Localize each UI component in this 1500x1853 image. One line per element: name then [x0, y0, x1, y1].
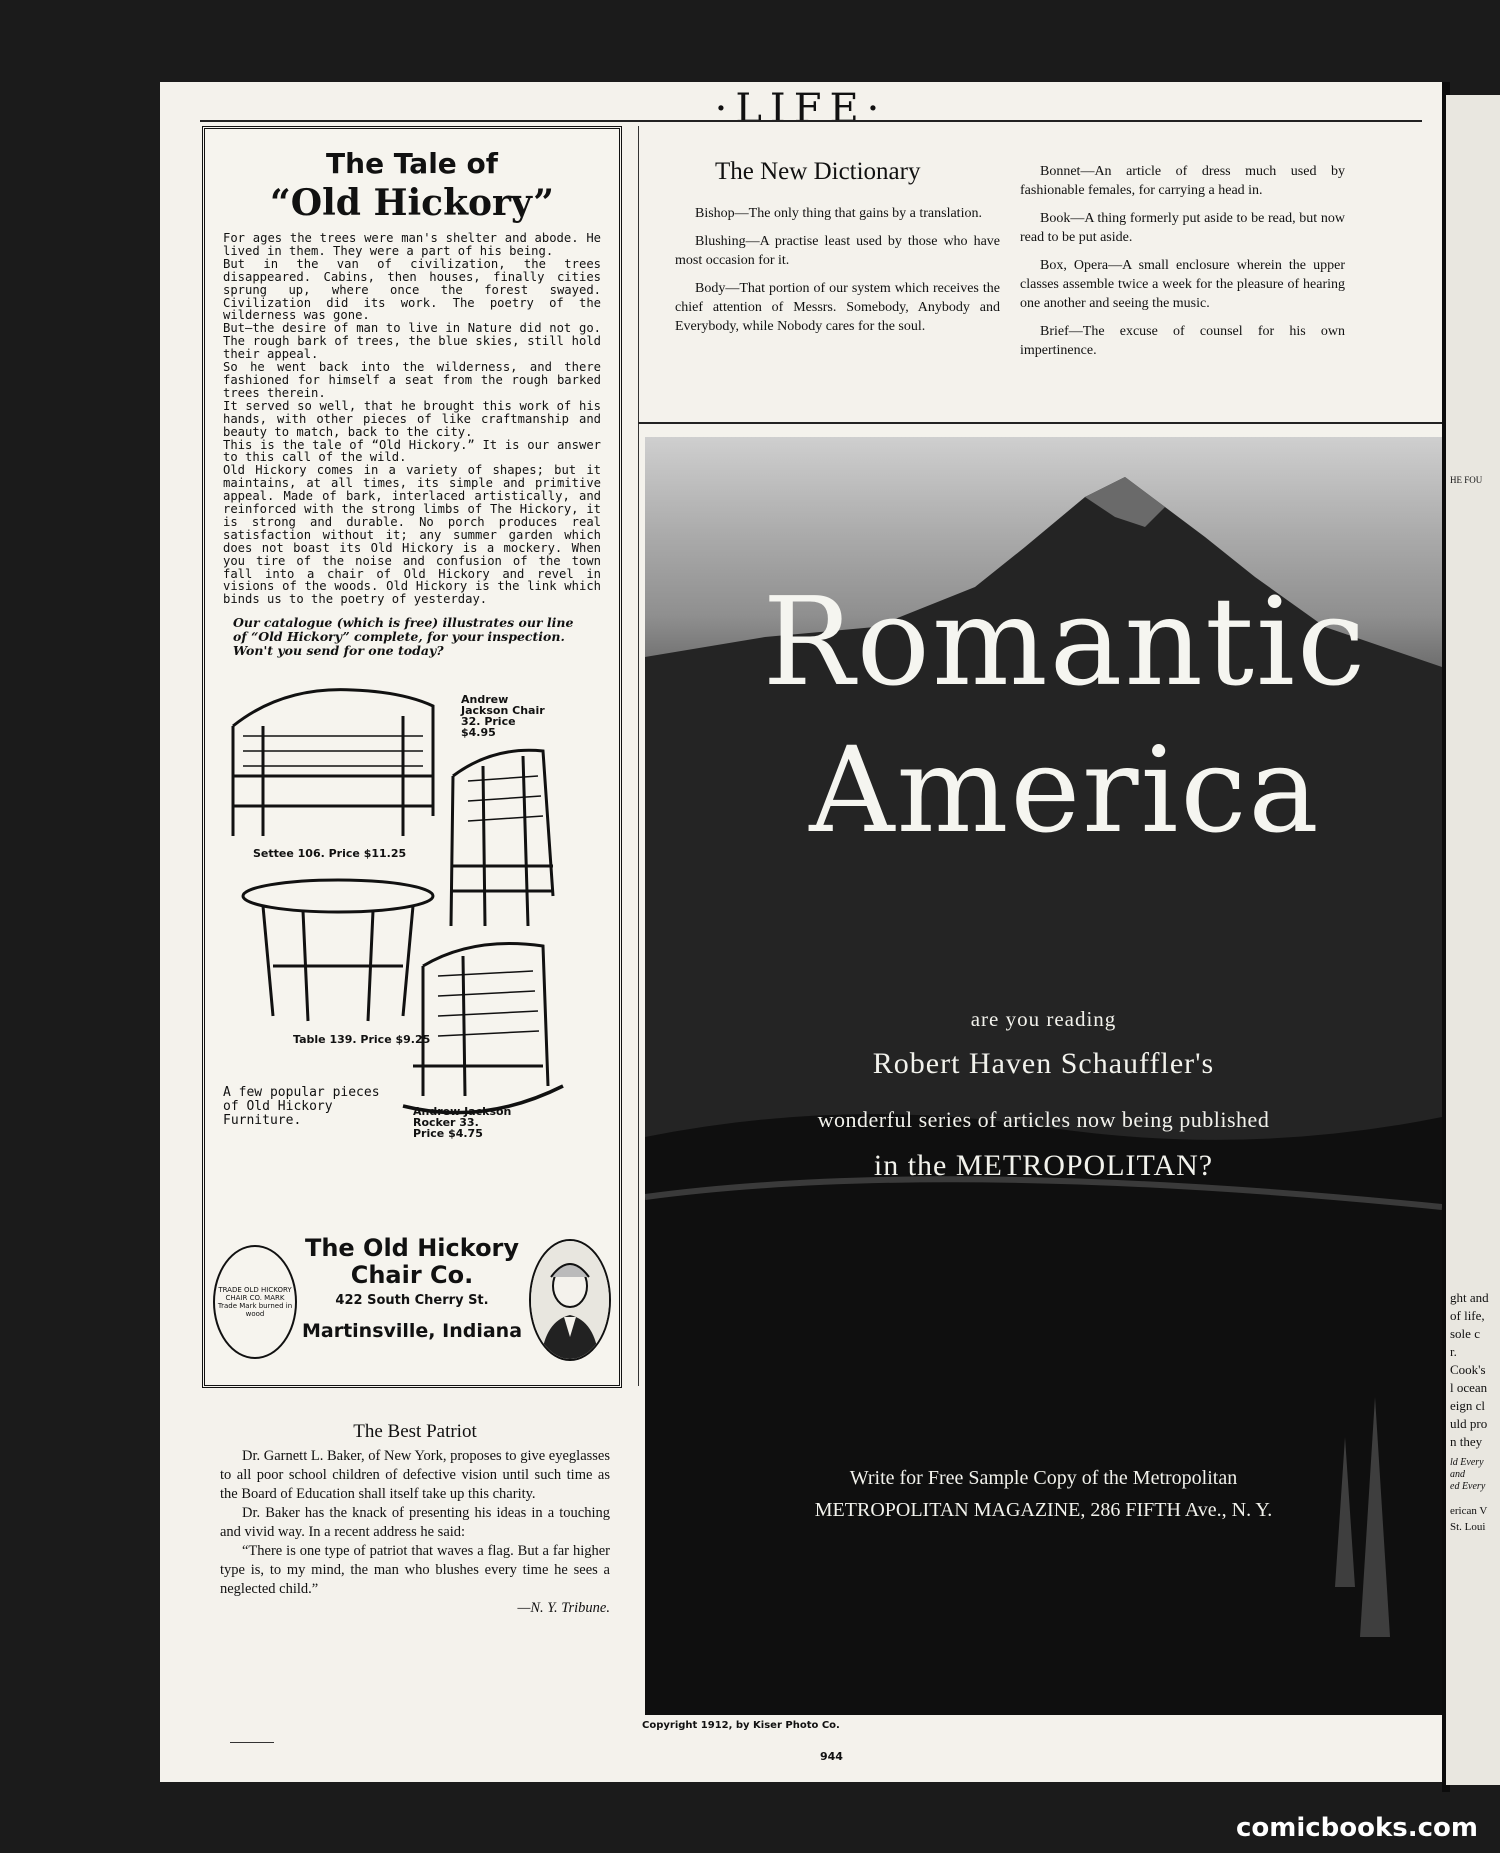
- fragment-text: l ocean: [1450, 1380, 1488, 1395]
- fragment-text: ght and: [1450, 1290, 1489, 1305]
- ad-paragraph: For ages the trees were man's shelter and abode. He lived in them. They were a part of his being.: [223, 231, 601, 258]
- ad-popular-pieces: A few popular pieces of Old Hickory Furniture.: [223, 1085, 380, 1129]
- company-name: The Old Hickory Chair Co.: [304, 1234, 520, 1289]
- dictionary-entry: Bonnet—An article of dress much used by fashionable females, for carrying a head in.: [1020, 164, 1345, 198]
- dictionary-entry: Blushing—A practise least used by those who have most occasion for it.: [675, 234, 1000, 268]
- ad-paragraph: But in the van of civilization, the trees disappeared. Cabins, then houses, finally cities sprung up, where once the forest swayed. Civilization did its work. The poetry of the wilderness was gone.: [223, 256, 601, 323]
- dictionary-entry: Box, Opera—A small enclosure wherein the upper classes assemble twice a week for the pleasure of hearing one another and seeing the music.: [1020, 258, 1345, 311]
- dictionary-rule: [638, 422, 1442, 424]
- article-paragraph: Dr. Garnett L. Baker, of New York, proposes to give eyeglasses to all poor school children of defective vision until such time as the Board of Education shall itself take up this charity.: [220, 1448, 610, 1502]
- dictionary-entry: Book—A thing formerly put aside to be read, but now read to be put aside.: [1020, 211, 1345, 245]
- dictionary-entry: Bishop—The only thing that gains by a translation.: [695, 206, 982, 221]
- trademark-seal: TRADE OLD HICKORY CHAIR CO. MARK Trade Mark burned in wood: [213, 1245, 297, 1359]
- watermark: comicbooks.com: [1235, 1813, 1478, 1843]
- ad-line-sample: Write for Free Sample Copy of the Metropolitan: [849, 1467, 1238, 1489]
- dictionary-entry: Body—That portion of our system which receives the chief attention of Messrs. Somebody, Anybody and Everybody, while Nobody cares for the soul.: [675, 281, 1000, 334]
- company-city: Martinsville, Indiana: [301, 1320, 523, 1342]
- ad-line-reading: are you reading: [970, 1007, 1117, 1031]
- ad-paragraph: This is the tale of “Old Hickory.” It is our answer to this call of the wild.: [223, 437, 601, 465]
- fragment-text: r.: [1450, 1344, 1457, 1359]
- andrew-jackson-portrait: [529, 1239, 611, 1361]
- ad-catalog-note: Our catalogue (which is free) illustrates our line of “Old Hickory” complete, for your inspection. Won't you send for one today?: [233, 615, 574, 659]
- ad-paragraph: It served so well, that he brought this work of his hands, with other pieces of like craftmanship and beauty to match, back to the city.: [223, 398, 601, 439]
- ad-line-series: wonderful series of articles now being published: [817, 1107, 1270, 1132]
- fragment-text: erican V: [1450, 1505, 1488, 1517]
- adjacent-page-edge: [1446, 95, 1500, 1785]
- fragment-text: St. Loui: [1450, 1521, 1486, 1533]
- rocker-label: Andrew Jackson Rocker 33. Price $4.75: [413, 1105, 512, 1141]
- fragment-text: uld pro: [1450, 1416, 1488, 1431]
- ad-line-metropolitan: in the METROPOLITAN?: [873, 1149, 1214, 1182]
- footer-rule: [230, 1742, 274, 1743]
- fragment-text: eign cl: [1450, 1398, 1486, 1413]
- fragment-text: sole c: [1450, 1326, 1480, 1341]
- article-source: —N. Y. Tribune.: [517, 1600, 610, 1616]
- ad-title-line2: “Old Hickory”: [270, 182, 554, 224]
- article-paragraph: Dr. Baker has the knack of presenting his ideas in a touching and vivid way. In a recent address he said:: [220, 1505, 610, 1540]
- article-paragraph: “There is one type of patriot that waves a flag. But a far higher type is, to my mind, the man who blushes every time he sees a neglected child.”: [220, 1543, 610, 1597]
- old-hickory-ad: [202, 126, 622, 1388]
- magazine-page: [160, 82, 1442, 1782]
- fragment-text: ed Every: [1450, 1481, 1486, 1492]
- ad-paragraph: Old Hickory comes in a variety of shapes; but it maintains, at all times, its simple and primitive appeal. Made of bark, interlaced artistically, and reinforced with the strong limbs of The Hickory, it is strong and durable. No porch produces real satisfaction without it; any summer garden which does not boast its Old Hickory is a mockery. When you tire of the noise and confusion of the town fall into a chair of Old Hickory and revel in visions of the woods. Old Hickory is the link which binds us to the poetry of yesterday.: [223, 463, 601, 607]
- masthead-rule: [200, 120, 1422, 122]
- masthead: ·LIFE·: [714, 86, 888, 132]
- andrew-chair-label: Andrew Jackson Chair 32. Price $4.95: [461, 693, 545, 740]
- dictionary-title: The New Dictionary: [715, 158, 921, 185]
- table-label: Table 139. Price $9.25: [293, 1033, 431, 1047]
- settee-label: Settee 106. Price $11.25: [253, 847, 407, 861]
- photo-copyright: Copyright 1912, by Kiser Photo Co.: [642, 1720, 840, 1731]
- fragment-text: Cook's: [1450, 1362, 1486, 1377]
- ad-paragraph: But—the desire of man to live in Nature did not go. The rough bark of trees, the blue skies, still hold their appeal.: [223, 321, 601, 362]
- company-address: 422 South Cherry St.: [335, 1293, 489, 1308]
- dictionary-entry: Brief—The excuse of counsel for his own impertinence.: [1020, 324, 1345, 358]
- fragment-text: ld Every: [1450, 1457, 1484, 1468]
- page-number: 944: [820, 1750, 843, 1763]
- fragment-text: HE FOU: [1450, 475, 1483, 485]
- headline-america: America: [809, 721, 1321, 859]
- article-title: The Best Patriot: [353, 1421, 477, 1442]
- dictionary-column-right: [1020, 162, 1345, 369]
- fragment-text: of life,: [1450, 1308, 1485, 1323]
- headline-romantic: Romantic: [762, 571, 1368, 713]
- ad-body: [223, 232, 601, 606]
- fragment-text: and: [1450, 1469, 1465, 1480]
- ad-title-line1: The Tale of: [326, 147, 498, 180]
- furniture-illustration: [223, 666, 601, 1141]
- best-patriot-article: [220, 1422, 610, 1618]
- ad-line-author: Robert Haven Schauffler's: [872, 1047, 1215, 1080]
- dictionary-column-left: [675, 204, 1000, 345]
- fragment-text: n they: [1450, 1434, 1483, 1449]
- portrait-drawing: [531, 1241, 609, 1359]
- metropolitan-ad: [645, 437, 1442, 1715]
- company-block: [205, 1225, 619, 1375]
- ad-paragraph: So he went back into the wilderness, and there fashioned for himself a seat from the rough barked trees therein.: [223, 360, 601, 400]
- column-divider: [638, 126, 639, 1386]
- ad-line-address: METROPOLITAN MAGAZINE, 286 FIFTH Ave., N. Y.: [814, 1499, 1273, 1521]
